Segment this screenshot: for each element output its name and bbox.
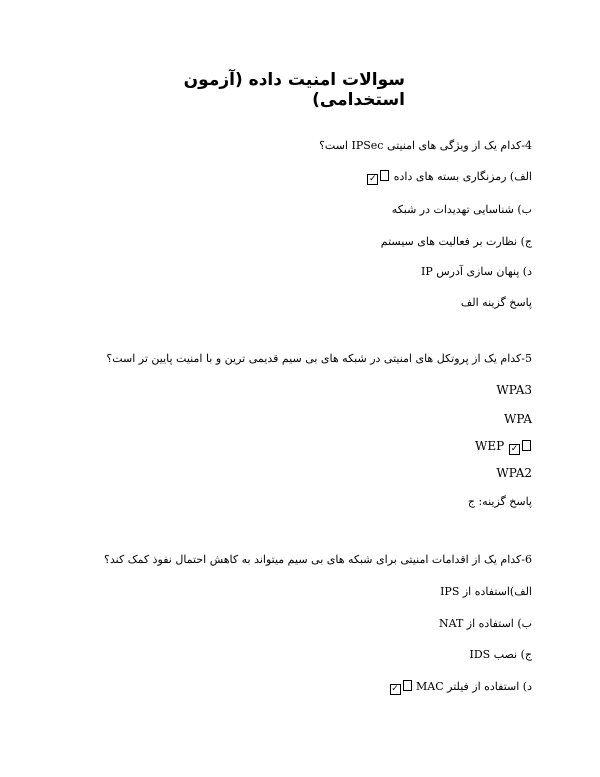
q4-option-b: ب) شناسایی تهدیدات در شبکه: [391, 203, 532, 216]
q5-option-3: [475, 439, 532, 455]
q5-option-3-label: WEP: [475, 439, 505, 453]
q4-option-a-label: الف) رمزنگاری بسته های داده: [393, 170, 532, 183]
q6-option-c: ج) نصب IDS: [469, 648, 532, 661]
page-title: سوالات امنیت داده (آزمون استخدامی): [183, 70, 405, 110]
q4-option-d: د) پنهان سازی آدرس IP: [421, 265, 532, 278]
question-4: 4-کدام یک از ویژگی های امنیتی IPSec است؟: [319, 139, 532, 152]
checked-box-icon: ✓: [510, 444, 519, 454]
q6-option-d-label: د) استفاده از فیلتر MAC: [416, 680, 532, 693]
q4-answer: پاسخ گزینه الف: [460, 296, 532, 309]
q5-option-2: WPA: [504, 412, 532, 426]
q5-option-1: WPA3: [496, 383, 532, 397]
checked-box-icon: ✓: [368, 174, 377, 184]
q4-option-c: ج) نظارت بر فعالیت های سیستم: [380, 235, 532, 248]
q6-option-a: الف)استفاده از IPS: [440, 585, 532, 598]
checked-box-icon: ✓: [391, 684, 399, 694]
question-6: 6-کدام یک از اقدامات امنیتی برای شبکه های بی سیم میتواند به کاهش احتمال نفوذ کمک کند؟: [104, 553, 532, 566]
question-5: 5-کدام یک از پروتکل های امنیتی در شبکه های بی سیم قدیمی ترین و با امنیت پایین تر است؟: [106, 352, 532, 365]
empty-box-icon: [403, 680, 412, 691]
empty-box-icon: [380, 170, 389, 181]
q6-option-d: [389, 680, 532, 695]
q4-option-a: [366, 170, 532, 185]
q6-option-b: ب) استفاده از NAT: [439, 617, 532, 630]
empty-box-icon: [522, 440, 531, 451]
q5-option-4: WPA2: [496, 466, 532, 480]
q5-answer: پاسخ گزینه: ج: [467, 495, 532, 508]
